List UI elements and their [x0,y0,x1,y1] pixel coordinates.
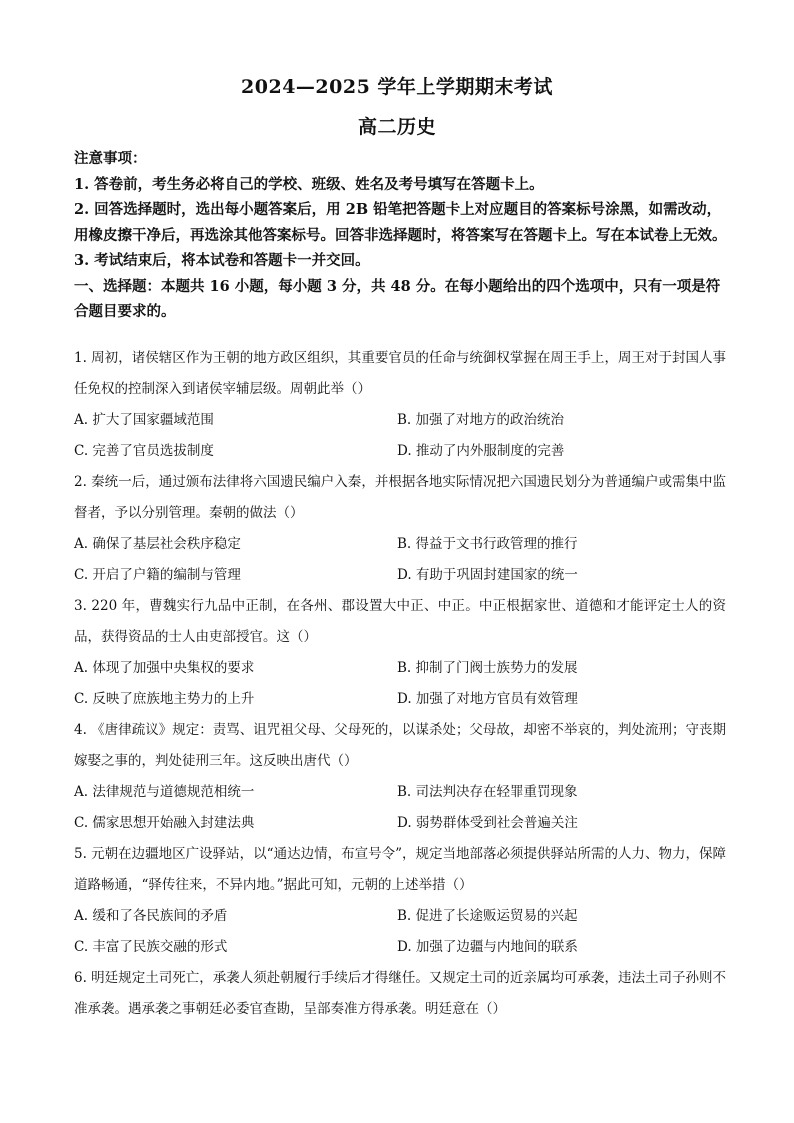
option-c: C. 完善了官员选拔制度 [74,443,214,459]
question-options [74,529,726,591]
option-d: D. 加强了边疆与内地间的联系 [397,939,578,955]
option-b: B. 促进了长途贩运贸易的兴起 [397,908,578,924]
question-3 [74,591,726,715]
question-1 [74,343,726,467]
question-options [74,653,726,715]
question-stem: 5. 元朝在边疆地区广设驿站，以“通达边情，布宣号令”，规定当地部落必须提供驿站所需的人力、物力，保障道路畅通，“驿传往来，不异内地。”据此可知，元朝的上述举措（） [74,846,726,893]
question-6 [74,963,726,1025]
option-a: A. 法律规范与道德规范相统一 [74,784,255,800]
option-b: B. 抑制了门阀士族势力的发展 [397,660,578,676]
option-d: D. 有助于巩固封建国家的统一 [397,567,578,583]
note-item: 1. 答卷前，考生务必将自己的学校、班级、姓名及考号填写在答题卡上。 [74,175,544,193]
option-d: D. 弱势群体受到社会普遍关注 [397,815,578,831]
question-5 [74,839,726,963]
question-options [74,777,726,839]
option-a: A. 确保了基层社会秩序稳定 [74,536,241,552]
option-a: A. 扩大了国家疆域范围 [74,412,214,428]
option-b: B. 得益于文书行政管理的推行 [397,536,578,552]
questions-list [74,343,726,1025]
question-options [74,405,726,467]
question-options [74,901,726,963]
option-d: D. 加强了对地方官员有效管理 [397,691,578,707]
option-c: C. 反映了庶族地主势力的上升 [74,691,255,707]
notes-section [74,146,734,325]
note-item: 2. 回答选择题时，选出每小题答案后，用 2B 铅笔把答题卡上对应题目的答案标号涂黑，如需改动，用橡皮擦干净后，再选涂其他答案标号。回答非选择题时，将答案写在答题卡上。写在本试卷上无效。 [74,201,727,244]
option-c: C. 丰富了民族交融的形式 [74,939,228,955]
question-stem: 1. 周初，诸侯辖区作为王朝的地方政区组织，其重要官员的任命与统御权掌握在周王手上，周王对于封国人事任免权的控制深入到诸侯宰辅层级。周朝此举（） [74,350,726,397]
question-4 [74,715,726,839]
option-b: B. 加强了对地方的政治统治 [397,412,565,428]
note-item: 3. 考试结束后，将本试卷和答题卡一并交回。 [74,252,370,269]
exam-title: 2024—2025 学年上学期期末考试 [241,76,553,98]
question-stem: 2. 秦统一后，通过颁布法律将六国遗民编户入秦，并根据各地实际情况把六国遗民划分为普通编户或需集中监督者，予以分别管理。秦朝的做法（） [74,474,726,521]
option-d: D. 推动了内外服制度的完善 [397,443,565,459]
option-a: A. 体现了加强中央集权的要求 [74,660,255,676]
subject-title: 高二历史 [357,116,436,138]
option-c: C. 开启了户籍的编制与管理 [74,567,241,583]
notes-heading: 注意事项： [74,150,147,167]
question-stem: 4. 《唐律疏议》规定：责骂、诅咒祖父母、父母死的，以谋杀处；父母故，却密不举哀的，判处流刑；守丧期嫁娶之事的，判处徒刑三年。这反映出唐代（） [74,722,726,769]
question-2 [74,467,726,591]
section-heading: 一、选择题：本题共 16 小题，每小题 3 分，共 48 分。在每小题给出的四个选项中，只有一项是符合题目要求的。 [74,277,721,320]
question-stem: 6. 明廷规定土司死亡，承袭人须赴朝履行手续后才得继任。又规定土司的近亲属均可承袭，违法土司子孙则不准承袭。遇承袭之事朝廷必委官查勘，呈部奏准方得承袭。明廷意在（） [74,970,726,1017]
question-stem: 3. 220 年，曹魏实行九品中正制，在各州、郡设置大中正、中正。中正根据家世、道德和才能评定士人的资品，获得资品的士人由吏部授官。这（） [74,598,726,645]
option-b: B. 司法判决存在轻罪重罚现象 [397,784,578,800]
option-c: C. 儒家思想开始融入封建法典 [74,815,255,831]
option-a: A. 缓和了各民族间的矛盾 [74,908,228,924]
